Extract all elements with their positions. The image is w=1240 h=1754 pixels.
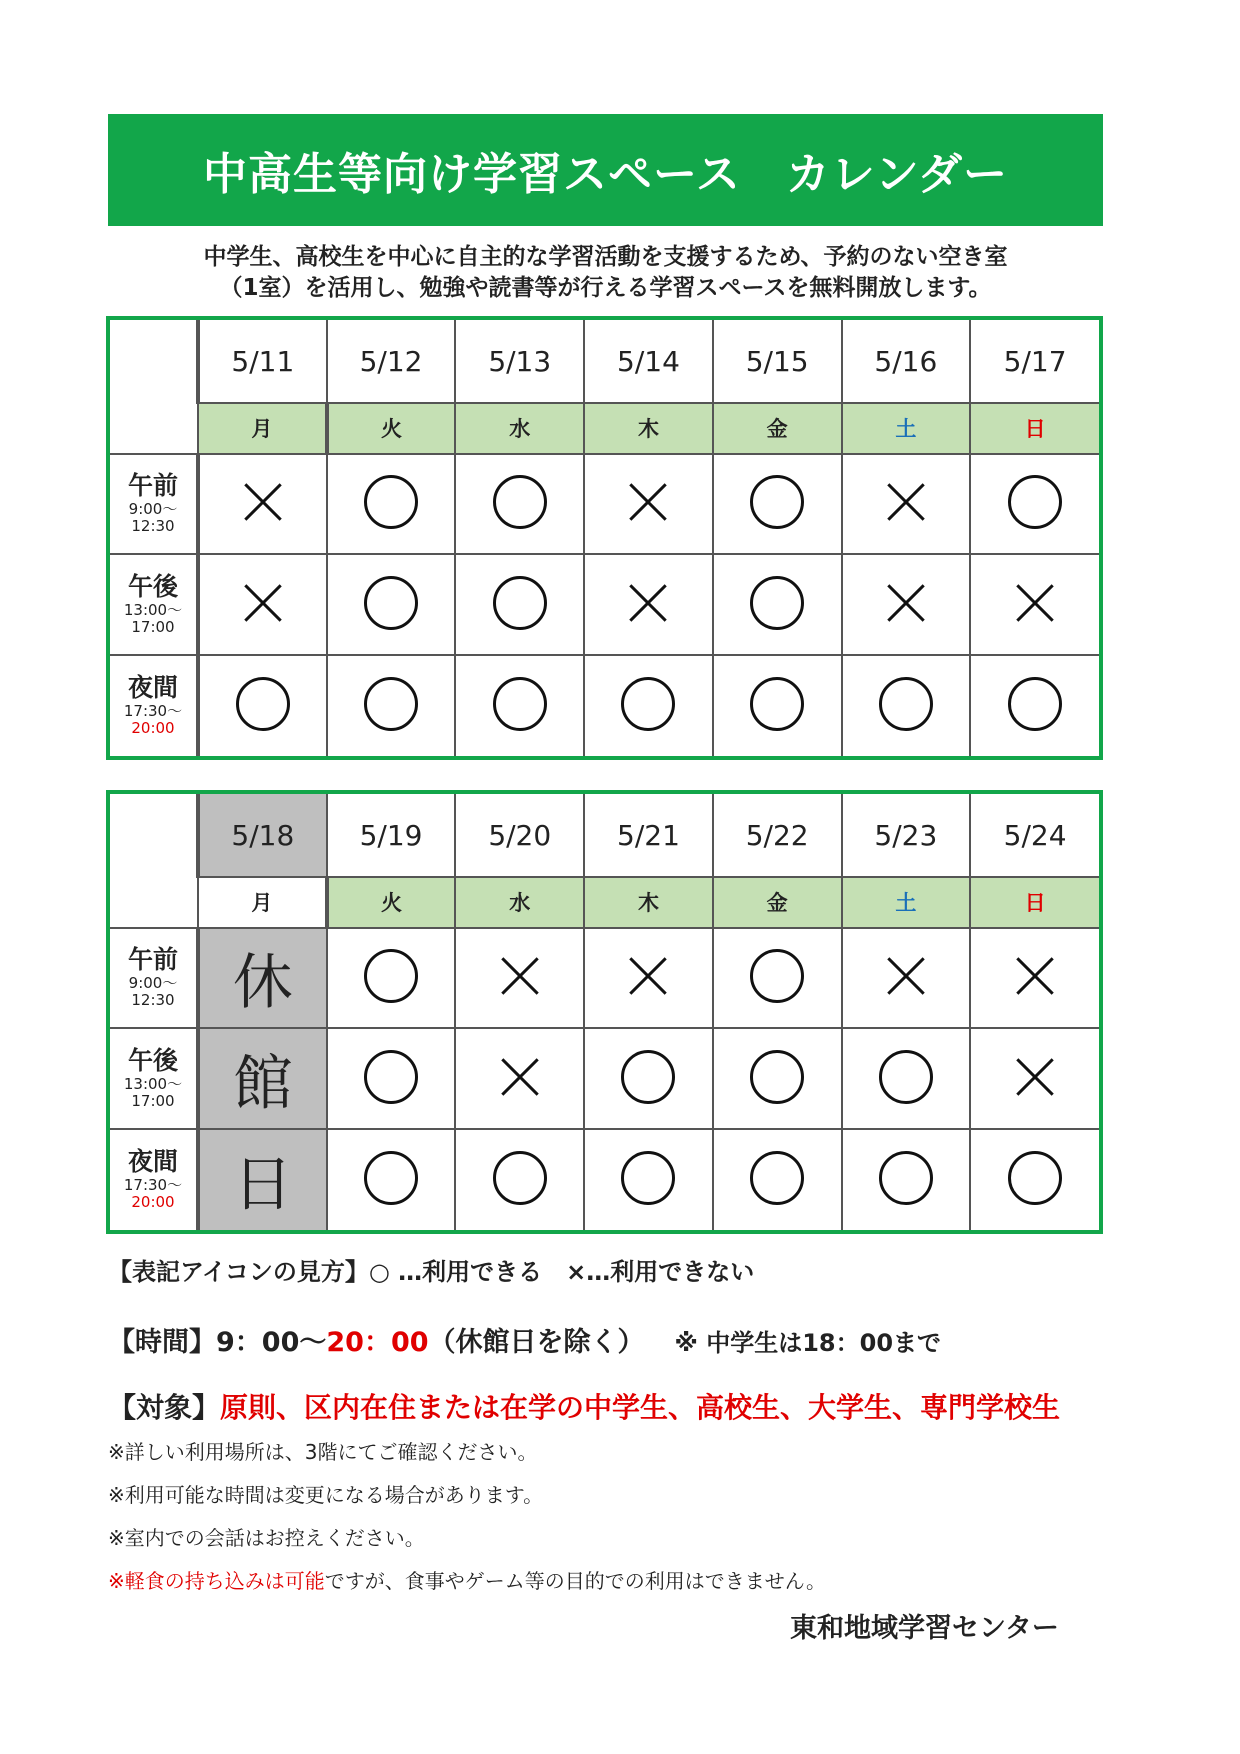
unavailable-cross-icon — [878, 948, 934, 1004]
slot-row — [110, 554, 1099, 655]
slot-name: 夜間 — [127, 1147, 178, 1177]
note-rest: ですが、食事やゲーム等の目的での利用はできません。 — [324, 1569, 826, 1593]
date-cell: 5/21 — [584, 794, 713, 877]
time-slot-label — [110, 454, 198, 555]
date-cell: 5/24 — [970, 794, 1099, 877]
hours-start: 9：00～ — [216, 1327, 327, 1358]
notes-list — [108, 1437, 826, 1609]
availability-cell — [842, 1129, 971, 1230]
availability-cell — [970, 928, 1099, 1029]
date-cell: 5/22 — [713, 794, 842, 877]
slot-row — [110, 1028, 1099, 1129]
slot-end-time: 12:30 — [131, 991, 175, 1010]
availability-cell — [713, 454, 842, 555]
time-slot-label — [110, 1129, 198, 1230]
weekday-row — [110, 877, 1099, 927]
intro-line-1: 中学生、高校生を中心に自主的な学習活動を支援するため、予約のない空き室 — [203, 244, 1008, 270]
opening-hours — [108, 1320, 941, 1359]
availability-cell — [842, 454, 971, 555]
unavailable-cross-icon — [1007, 1049, 1063, 1105]
available-circle-icon — [879, 1151, 933, 1205]
unavailable-cross-icon — [620, 948, 676, 1004]
unavailable-cross-icon — [492, 948, 548, 1004]
time-slot-label — [110, 1028, 198, 1129]
availability-cell — [455, 928, 584, 1029]
availability-cell — [713, 1129, 842, 1230]
unavailable-cross-icon — [878, 575, 934, 631]
availability-cell — [970, 1129, 1099, 1230]
corner-cell — [110, 320, 198, 454]
closed-day-text: 日 — [232, 1150, 293, 1221]
target-text: 原則、区内在住または在学の中学生、高校生、大学生、専門学校生 — [220, 1391, 1061, 1424]
slot-end-time: 17:00 — [131, 1091, 175, 1110]
icon-legend: 【表記アイコンの見方】○ …利用できる ×…利用できない — [108, 1258, 755, 1286]
availability-cell — [455, 554, 584, 655]
date-cell: 5/17 — [970, 320, 1099, 403]
hours-label: 【時間】 — [108, 1327, 216, 1358]
available-circle-icon — [750, 1151, 804, 1205]
availability-cell — [713, 1028, 842, 1129]
time-slot-label — [110, 554, 198, 655]
availability-cell — [327, 1129, 456, 1230]
weekday-row — [110, 403, 1099, 453]
hours-note: ※ 中学生は18：00まで — [674, 1329, 942, 1357]
available-circle-icon — [364, 1151, 418, 1205]
note-item — [108, 1566, 826, 1609]
slot-start-time: 17:30～ — [123, 702, 183, 721]
weekday-cell: 日 — [970, 403, 1099, 453]
availability-cell — [198, 655, 327, 756]
availability-cell — [842, 554, 971, 655]
unavailable-cross-icon — [235, 575, 291, 631]
availability-cell — [327, 928, 456, 1029]
weekday-cell: 火 — [327, 403, 456, 453]
target-label: 【対象】 — [108, 1391, 221, 1424]
intro-line-2: （1室）を活用し、勉強や読書等が行える学習スペースを無料開放します。 — [219, 275, 992, 301]
available-circle-icon — [750, 949, 804, 1003]
availability-cell — [584, 655, 713, 756]
slot-row — [110, 454, 1099, 555]
time-slot-label — [110, 655, 198, 756]
date-cell: 5/12 — [327, 320, 456, 403]
weekday-cell: 水 — [455, 403, 584, 453]
availability-cell — [713, 554, 842, 655]
available-circle-icon — [879, 1050, 933, 1104]
intro-text — [108, 242, 1103, 304]
availability-cell — [970, 655, 1099, 756]
closed-day-cell — [198, 1028, 327, 1129]
slot-start-time: 13:00～ — [123, 600, 183, 619]
availability-cell — [584, 554, 713, 655]
date-cell: 5/13 — [455, 320, 584, 403]
unavailable-cross-icon — [878, 474, 934, 530]
available-circle-icon — [364, 677, 418, 731]
hours-end: 20：00 — [326, 1327, 429, 1358]
availability-cell — [198, 454, 327, 555]
calendar-table — [110, 320, 1099, 756]
date-cell: 5/18 — [198, 794, 327, 877]
weekday-cell: 月 — [198, 403, 327, 453]
available-circle-icon — [493, 677, 547, 731]
availability-cell — [327, 454, 456, 555]
slot-start-time: 17:30～ — [123, 1176, 183, 1195]
availability-cell — [327, 1028, 456, 1129]
availability-cell — [713, 655, 842, 756]
available-circle-icon — [621, 677, 675, 731]
unavailable-cross-icon — [235, 474, 291, 530]
note-prefix: ※ — [108, 1569, 125, 1593]
date-cell: 5/11 — [198, 320, 327, 403]
date-row — [110, 320, 1099, 403]
target-audience — [108, 1386, 1060, 1426]
available-circle-icon — [750, 475, 804, 529]
availability-cell — [842, 928, 971, 1029]
unavailable-cross-icon — [492, 1049, 548, 1105]
availability-cell — [584, 928, 713, 1029]
closed-day-cell — [198, 1129, 327, 1230]
weekday-cell: 土 — [842, 877, 971, 927]
availability-cell — [584, 1129, 713, 1230]
weekday-cell: 土 — [842, 403, 971, 453]
slot-name: 午前 — [127, 471, 178, 501]
weekday-cell: 金 — [713, 403, 842, 453]
time-slot-label — [110, 928, 198, 1029]
availability-cell — [970, 554, 1099, 655]
available-circle-icon — [1008, 475, 1062, 529]
available-circle-icon — [364, 949, 418, 1003]
slot-row — [110, 1129, 1099, 1230]
date-row — [110, 794, 1099, 877]
slot-row — [110, 928, 1099, 1029]
hours-exclusion: （休館日を除く） — [428, 1327, 645, 1358]
closed-day-text: 館 — [232, 1048, 293, 1119]
available-circle-icon — [1008, 677, 1062, 731]
available-circle-icon — [750, 1050, 804, 1104]
slot-row — [110, 655, 1099, 756]
availability-cell — [584, 1028, 713, 1129]
organization-name: 東和地域学習センター — [790, 1613, 1059, 1644]
note-item: ※詳しい利用場所は、3階にてご確認ください。 — [108, 1440, 538, 1464]
slot-start-time: 9:00～ — [128, 974, 178, 993]
calendar-table — [110, 794, 1099, 1230]
slot-start-time: 13:00～ — [123, 1074, 183, 1093]
availability-cell — [842, 1028, 971, 1129]
available-circle-icon — [750, 576, 804, 630]
available-circle-icon — [621, 1151, 675, 1205]
slot-end-time: 20:00 — [131, 1193, 175, 1212]
available-circle-icon — [621, 1050, 675, 1104]
date-cell: 5/19 — [327, 794, 456, 877]
available-circle-icon — [879, 677, 933, 731]
slot-name: 午後 — [127, 571, 178, 601]
availability-cell — [327, 554, 456, 655]
page-title: 中高生等向け学習スペース カレンダー — [108, 114, 1103, 226]
calendar-week-1 — [106, 316, 1103, 760]
unavailable-cross-icon — [1007, 948, 1063, 1004]
closed-day-cell — [198, 928, 327, 1029]
available-circle-icon — [750, 677, 804, 731]
date-cell: 5/14 — [584, 320, 713, 403]
unavailable-cross-icon — [1007, 575, 1063, 631]
date-cell: 5/20 — [455, 794, 584, 877]
unavailable-cross-icon — [620, 474, 676, 530]
weekday-cell: 木 — [584, 403, 713, 453]
availability-cell — [327, 655, 456, 756]
available-circle-icon — [493, 475, 547, 529]
date-cell: 5/15 — [713, 320, 842, 403]
corner-cell — [110, 794, 198, 928]
closed-day-text: 休 — [232, 948, 293, 1019]
slot-end-time: 20:00 — [131, 719, 175, 738]
note-highlight: 軽食の持ち込みは可能 — [124, 1569, 325, 1593]
available-circle-icon — [236, 677, 290, 731]
slot-end-time: 12:30 — [131, 517, 175, 536]
calendar-week-2 — [106, 790, 1103, 1234]
weekday-cell: 日 — [970, 877, 1099, 927]
availability-cell — [584, 454, 713, 555]
slot-name: 午前 — [127, 945, 178, 975]
availability-cell — [455, 655, 584, 756]
weekday-cell: 金 — [713, 877, 842, 927]
available-circle-icon — [364, 576, 418, 630]
available-circle-icon — [364, 1050, 418, 1104]
available-circle-icon — [1008, 1151, 1062, 1205]
availability-cell — [455, 1028, 584, 1129]
unavailable-cross-icon — [620, 575, 676, 631]
slot-start-time: 9:00～ — [128, 500, 178, 519]
availability-cell — [970, 454, 1099, 555]
availability-cell — [198, 554, 327, 655]
slot-name: 夜間 — [127, 673, 178, 703]
note-item: ※室内での会話はお控えください。 — [108, 1526, 425, 1550]
date-cell: 5/23 — [842, 794, 971, 877]
available-circle-icon — [493, 576, 547, 630]
weekday-cell: 木 — [584, 877, 713, 927]
availability-cell — [970, 1028, 1099, 1129]
available-circle-icon — [493, 1151, 547, 1205]
slot-name: 午後 — [127, 1045, 178, 1075]
weekday-cell: 水 — [455, 877, 584, 927]
availability-cell — [713, 928, 842, 1029]
date-cell: 5/16 — [842, 320, 971, 403]
availability-cell — [455, 1129, 584, 1230]
availability-cell — [842, 655, 971, 756]
availability-cell — [455, 454, 584, 555]
weekday-cell: 月 — [198, 877, 327, 927]
weekday-cell: 火 — [327, 877, 456, 927]
available-circle-icon — [364, 475, 418, 529]
slot-end-time: 17:00 — [131, 617, 175, 636]
note-item: ※利用可能な時間は変更になる場合があります。 — [108, 1483, 544, 1507]
